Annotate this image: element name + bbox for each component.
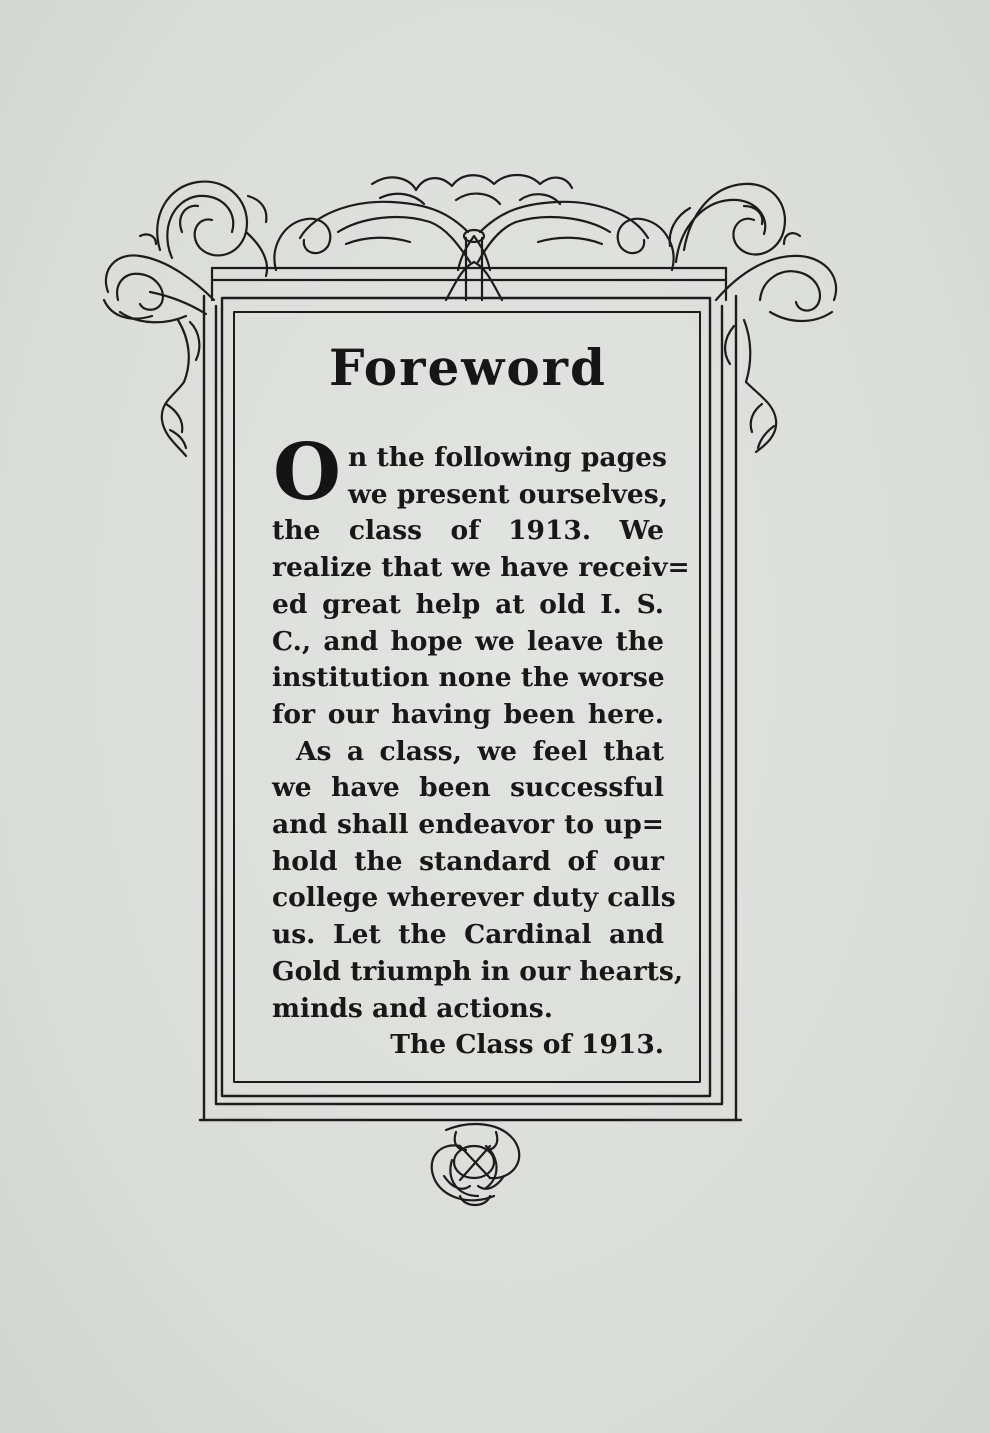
- body-line: hold the standard of our: [272, 845, 664, 877]
- top-center-flourish: [274, 175, 673, 300]
- frame-header: [212, 268, 726, 300]
- body-line: Gold triumph in our hearts,: [272, 955, 684, 987]
- page-title: Foreword: [329, 338, 607, 397]
- body-line: we present ourselves,: [348, 478, 668, 510]
- body-line: and shall endeavor to up=: [272, 809, 664, 841]
- body-line: As a class, we feel that: [296, 735, 664, 767]
- bottom-celtic-knot: [432, 1124, 520, 1205]
- body-line: C., and hope we leave the: [272, 625, 664, 657]
- body-line: the class of 1913. We: [272, 515, 664, 547]
- body-line: us. Let the Cardinal and: [272, 919, 664, 951]
- left-scroll-flourish: [104, 182, 267, 456]
- body-line: we have been successful: [272, 772, 664, 804]
- foreword-text-block: [272, 332, 690, 1062]
- foreword-body: [272, 440, 690, 1064]
- body-line: n the following pages: [348, 442, 667, 473]
- drop-cap: O: [273, 427, 341, 518]
- right-scroll-flourish: [670, 184, 836, 452]
- body-line: for our having been here.: [272, 698, 664, 730]
- signature: The Class of 1913.: [390, 1029, 664, 1061]
- body-line: realize that we have receiv=: [272, 552, 690, 584]
- body-line: institution none the worse: [272, 662, 665, 694]
- body-line: college wherever duty calls: [272, 882, 676, 914]
- body-line: minds and actions.: [272, 992, 553, 1024]
- body-line: ed great help at old I. S.: [272, 588, 664, 620]
